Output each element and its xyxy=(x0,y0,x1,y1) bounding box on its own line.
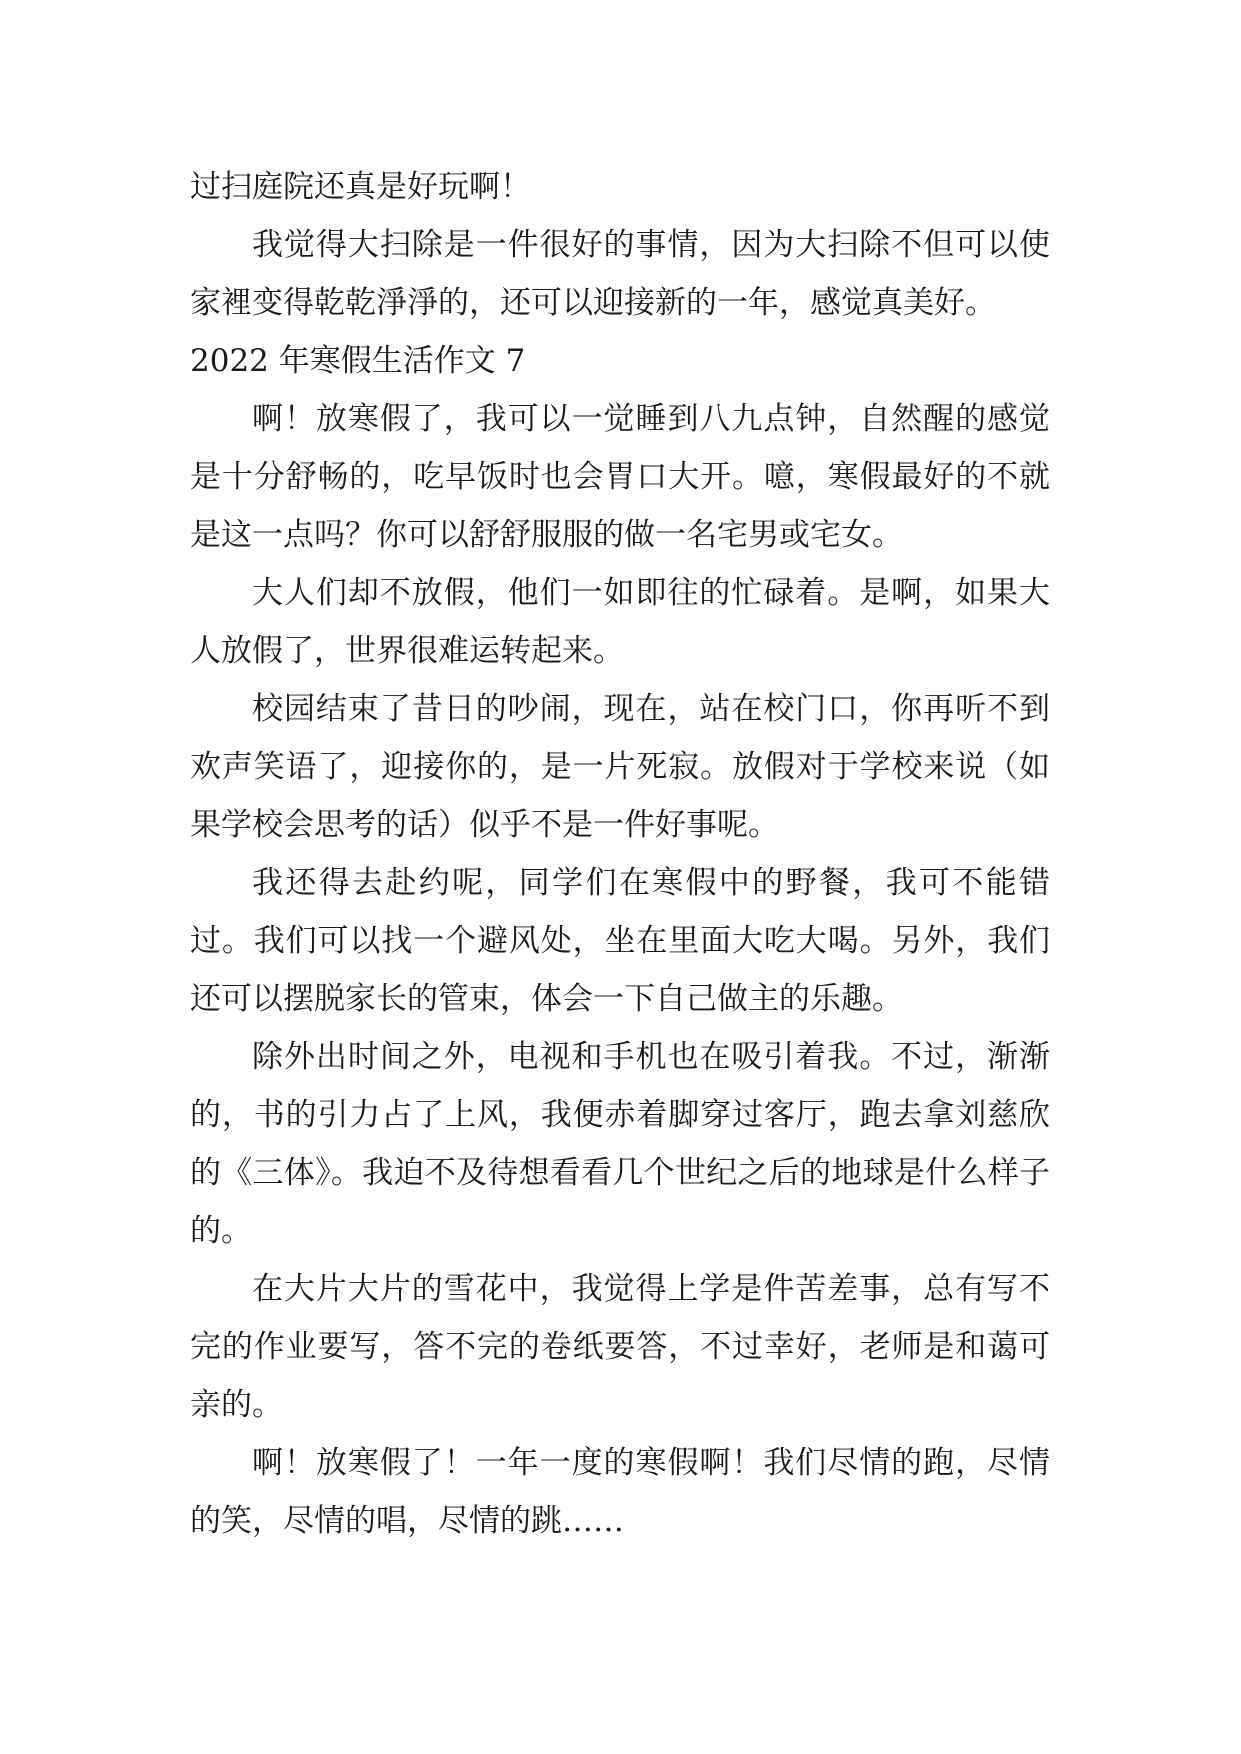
paragraph-adults: 大人们却不放假，他们一如即往的忙碌着。是啊，如果大人放假了，世界很难运转起来。 xyxy=(190,575,1050,669)
paragraph-cleaning: 我觉得大扫除是一件很好的事情，因为大扫除不但可以使家裡变得乾乾淨淨的，还可以迎接新的一年，感觉真美好。 xyxy=(190,227,1050,321)
paragraph-reading: 除外出时间之外，电视和手机也在吸引着我。不过，渐渐的，书的引力占了上风，我便赤着脚穿过客厅，跑去拿刘慈欣的《三体》。我迫不及待想看看几个世纪之后的地球是什么样子的。 xyxy=(190,1039,1050,1249)
paragraph-winter-break: 啊！放寒假了，我可以一觉睡到八九点钟，自然醒的感觉是十分舒畅的，吃早饭时也会胃口大开。噫，寒假最好的不就是这一点吗？你可以舒舒服服的做一名宅男或宅女。 xyxy=(190,401,1050,553)
paragraph-closing: 啊！放寒假了！一年一度的寒假啊！我们尽情的跑，尽情的笑，尽情的唱，尽情的跳…… xyxy=(190,1445,1050,1539)
paragraph-picnic: 我还得去赴约呢，同学们在寒假中的野餐，我可不能错过。我们可以找一个避风处，坐在里面大吃大喝。另外，我们还可以摆脱家长的管束，体会一下自己做主的乐趣。 xyxy=(190,865,1050,1017)
paragraph-snow: 在大片大片的雪花中，我觉得上学是件苦差事，总有写不完的作业要写，答不完的卷纸要答，不过幸好，老师是和蔼可亲的。 xyxy=(190,1271,1050,1423)
essay-heading: 2022 年寒假生活作文 7 xyxy=(190,343,526,379)
paragraph-campus: 校园结束了昔日的吵闹，现在，站在校门口，你再听不到欢声笑语了，迎接你的，是一片死寂。放假对于学校来说（如果学校会思考的话）似乎不是一件好事呢。 xyxy=(190,691,1050,843)
paragraph-continuation: 过扫庭院还真是好玩啊！ xyxy=(190,169,531,205)
document-body xyxy=(190,158,1050,1550)
